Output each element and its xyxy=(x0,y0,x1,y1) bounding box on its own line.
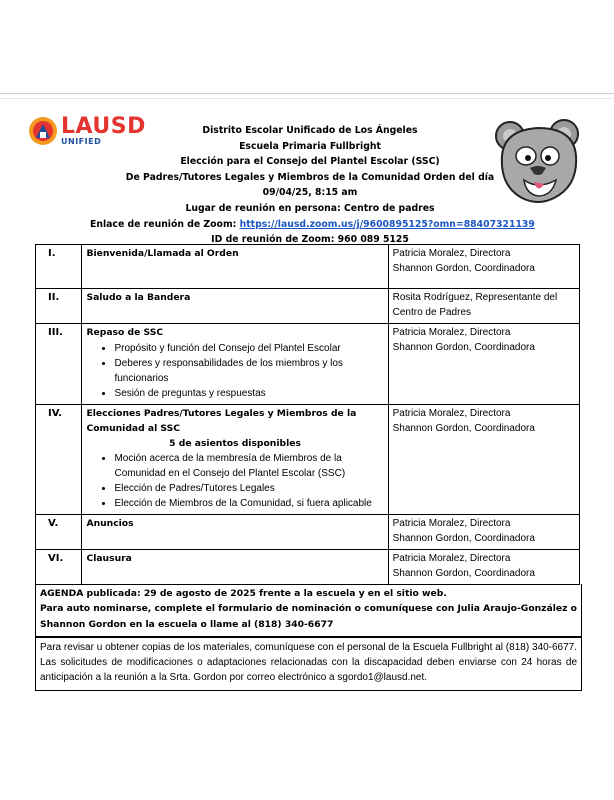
agenda-presenters xyxy=(388,289,579,324)
agenda-title: Elecciones Padres/Tutores Legales y Miembros de la Comunidad al SSC xyxy=(86,408,357,434)
agenda-bullets xyxy=(86,451,383,511)
agenda-row xyxy=(36,289,580,324)
agenda-number: II. xyxy=(36,289,82,324)
presenter: Centro de Padres xyxy=(392,307,472,318)
meeting-datetime: 09/04/25, 8:15 am xyxy=(262,187,358,199)
seats-available: 5 de asientos disponibles xyxy=(169,438,301,449)
presenter: Patricia Moralez, Directora xyxy=(392,408,511,419)
agenda-topic xyxy=(82,405,388,515)
election-title: Elección para el Consejo del Plantel Escolar (SSC) xyxy=(180,156,440,168)
list-item: • Moción acerca de la membresía de Miembros de la Comunidad en el Consejo del Plantel Escolar (SSC) xyxy=(114,451,383,481)
page-top-rule-2 xyxy=(0,98,614,99)
agenda-number: I. xyxy=(36,245,82,289)
logo-wordmark: LAUSD xyxy=(61,114,146,139)
agenda-title: Repaso de SSC xyxy=(86,327,164,338)
agenda-number: III. xyxy=(36,324,82,405)
meeting-location: Lugar de reunión en persona: Centro de padres xyxy=(185,202,435,214)
page-top-rule xyxy=(0,93,614,94)
list-item: • Propósito y función del Consejo del Plantel Escolar xyxy=(114,341,383,356)
published-date: AGENDA publicada: 29 de agosto de 2025 frente a la escuela y en el sitio web. xyxy=(40,588,447,599)
zoom-link-line xyxy=(90,217,535,233)
list-item: • Deberes y responsabilidades de los miembros y los funcionarios xyxy=(114,356,383,386)
agenda-row xyxy=(36,245,580,289)
agenda-number: VI. xyxy=(36,550,82,585)
agenda-title: Bienvenida/Llamada al Orden xyxy=(86,248,239,259)
agenda-number: V. xyxy=(36,515,82,550)
presenter: Patricia Moralez, Directora xyxy=(392,553,511,564)
nomination-info: Para auto nominarse, complete el formulario de nominación o comuníquese con Julia Araujo-González o Shannon Gordon en la escuela o llame al (818) 340-6677 xyxy=(40,603,577,630)
agenda-topic xyxy=(82,245,388,289)
logo-subtitle: UNIFIED xyxy=(61,137,102,146)
zoom-meeting-id: ID de reunión de Zoom: 960 089 5125 xyxy=(211,234,409,246)
presenter: Shannon Gordon, Coordinadora xyxy=(392,533,535,544)
list-item: • Elección de Miembros de la Comunidad, si fuera aplicable xyxy=(114,496,383,511)
agenda-number: IV. xyxy=(36,405,82,515)
presenter: Patricia Moralez, Directora xyxy=(392,327,511,338)
agenda-publication-notice xyxy=(35,584,582,637)
agenda-title: De Padres/Tutores Legales y Miembros de la Comunidad Orden del día xyxy=(125,171,495,183)
meeting-header xyxy=(90,123,535,248)
agenda-table xyxy=(35,244,580,585)
list-item: • Sesión de preguntas y respuestas xyxy=(114,386,383,401)
agenda-title: Clausura xyxy=(86,553,132,564)
presenter: Patricia Moralez, Directora xyxy=(392,518,511,529)
presenter: Shannon Gordon, Coordinadora xyxy=(392,423,535,434)
district-name: Distrito Escolar Unificado de Los Ángeles xyxy=(202,125,418,136)
zoom-link[interactable]: https://lausd.zoom.us/j/9600895125?omn=88407321139 xyxy=(239,218,535,230)
lausd-seal-icon xyxy=(28,116,58,146)
agenda-row xyxy=(36,515,580,550)
agenda-presenters xyxy=(388,515,579,550)
agenda-title: Saludo a la Bandera xyxy=(86,292,191,303)
agenda-bullets xyxy=(86,341,383,401)
agenda-presenters xyxy=(388,245,579,289)
agenda-presenters xyxy=(388,324,579,405)
agenda-topic xyxy=(82,289,388,324)
agenda-row xyxy=(36,324,580,405)
list-item: • Elección de Padres/Tutores Legales xyxy=(114,481,383,496)
accessibility-notice: Para revisar u obtener copias de los materiales, comuníquese con el personal de la Escuela Fullbright al (818) 340-6677. Las solicitudes de modificaciones o adaptaciones relacionadas con la discapacidad deben enviarse con 24 horas de anticipación a la reunión a la Srta. Gordon por correo electrónico a sgordo1@lausd.net. xyxy=(35,637,582,691)
presenter: Patricia Moralez, Directora xyxy=(392,248,511,259)
agenda-row xyxy=(36,405,580,515)
agenda-topic xyxy=(82,515,388,550)
presenter: Shannon Gordon, Coordinadora xyxy=(392,263,535,274)
agenda-row xyxy=(36,550,580,585)
agenda-title: Anuncios xyxy=(86,518,134,529)
agenda-topic xyxy=(82,324,388,405)
agenda-presenters xyxy=(388,550,579,585)
presenter: Rosita Rodríguez, Representante del xyxy=(392,292,558,303)
agenda-presenters xyxy=(388,405,579,515)
school-name: Escuela Primaria Fullbright xyxy=(239,140,381,152)
agenda-topic xyxy=(82,550,388,585)
presenter: Shannon Gordon, Coordinadora xyxy=(392,568,535,579)
presenter: Shannon Gordon, Coordinadora xyxy=(392,342,535,353)
zoom-link-label: Enlace de reunión de Zoom: xyxy=(90,218,240,230)
